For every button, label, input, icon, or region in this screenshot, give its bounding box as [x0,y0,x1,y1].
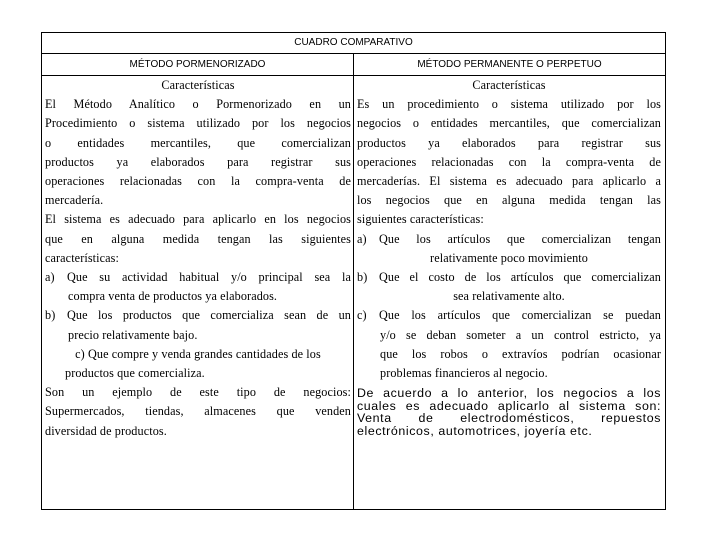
item-text-cont: sea relativamente alto. [453,289,565,304]
item-text-cont: productos que comercializa. [65,366,205,381]
left-line: El Método Analítico o Pormenorizado en un [45,97,351,112]
item-marker: b) [357,270,368,285]
left-line: características: [45,250,119,265]
conclusion-line: De acuerdo a lo anterior, los negocios a los [357,386,661,401]
conclusion-line: cuales es adecuado aplicarlo al sistema son: [357,398,661,413]
right-line: negocios o entidades mercantiles, que comercializan [357,116,661,131]
right-column-header: MÉTODO PERMANENTE O PERPETUO [417,59,602,70]
right-line: los negocios que en alguna medida tengan las [357,193,661,208]
left-line: Procedimiento o sistema utilizado por los negocios [45,116,351,131]
item-marker: b) [45,308,56,323]
item-text-cont: relativamente poco movimiento [430,250,588,265]
right-subheading: Características [472,78,546,92]
right-line: operaciones relacionadas con la compra-venta de [357,154,661,169]
right-item-a [357,230,661,249]
item-marker: a) [45,270,55,285]
left-line: operaciones relacionadas con la compra-venta de [45,174,351,189]
item-text-cont: que los robos o extravíos podrían ocasionar [380,346,661,361]
left-line: o entidades mercantiles, que comercializan [45,135,351,150]
right-line: siguientes características: [357,212,484,227]
item-text-cont: precio relativamente bajo. [68,327,198,342]
right-item-b [357,268,661,287]
item-text-cont: y/o se deban someter a un control estricto, ya [380,327,661,342]
comparison-table [41,32,666,510]
right-line: mercaderías. El sistema es adecuado para aplicarlo a [357,174,661,189]
right-column [357,76,661,437]
item-text: Que los artículos que comercializan tengan [379,231,661,246]
left-column [45,76,351,441]
item-text: Que los productos que comercializa sean de un [67,308,351,323]
item-marker: c) [357,308,367,323]
left-item-c: c) Que compre y venda grandes cantidades de los [75,346,321,361]
left-line: mercadería. [45,193,104,208]
right-item-c [357,306,661,325]
item-marker: a) [357,231,367,246]
left-example: Son un ejemplo de este tipo de negocios: [45,385,351,400]
left-column-header: MÉTODO PORMENORIZADO [129,59,266,70]
left-line: El sistema es adecuado para aplicarlo en los negocios [45,212,351,227]
conclusion-line: electrónicos, automotrices, joyería etc. [357,423,593,438]
item-text-cont: compra venta de productos ya elaborados. [68,289,278,304]
left-line: que en alguna medida tengan las siguientes [45,231,351,246]
left-line: productos ya elaborados para registrar sus [45,154,351,169]
item-text: Que el costo de los artículos que comercializan [379,270,661,285]
right-line: Es un procedimiento o sistema utilizado por los [357,97,661,112]
right-line: productos ya elaborados para registrar sus [357,135,661,150]
left-item-a [45,268,351,287]
item-text-cont: problemas financieros al negocio. [380,366,548,381]
left-item-b [45,306,351,325]
table-title: CUADRO COMPARATIVO [42,33,665,54]
item-text: Que los artículos que comercializan se puedan [379,308,661,323]
column-divider [353,54,354,510]
item-text: Que su actividad habitual y/o principal sea la [67,270,351,285]
left-example: diversidad de productos. [45,423,167,438]
left-subheading: Características [161,78,235,92]
left-example: Supermercados, tiendas, almacenes que venden [45,404,351,419]
conclusion-line: Venta de electrodomésticos, repuestos [357,411,661,426]
right-conclusion [357,387,661,437]
